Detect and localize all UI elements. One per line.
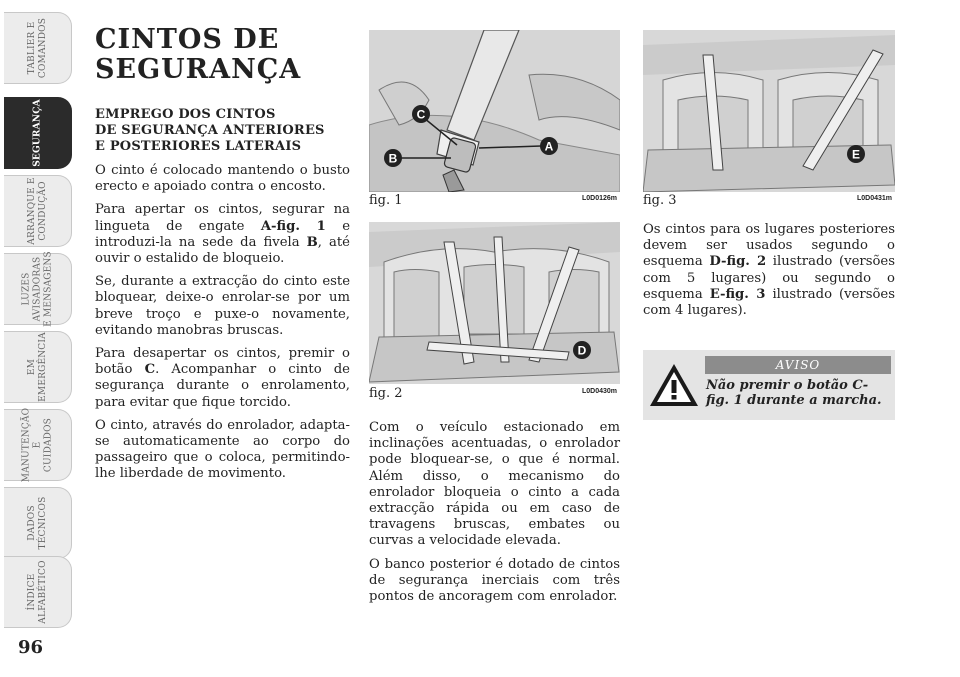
paragraph: Com o veículo estacionado em inclinações acentuadas, o enrolador pode bloquear-se, o que é normal. Além disso, o mecanismo do enrolador bloqueia o cinto a cada extracção rápida ou em caso de travagens bruscas, embates ou curvas a velocidade elevada.: [369, 420, 620, 549]
label-e: E: [851, 147, 861, 162]
column-2: [369, 420, 620, 612]
tab-label: ÍNDICE ALFABÉTICO: [26, 560, 48, 624]
paragraph: Para desapertar os cintos, premir o botão C. Acompanhar o cinto de segurança durante o enrolamento, para evitar que fique torcido.: [95, 346, 350, 410]
figure-2-code: L0D0430m: [582, 388, 618, 395]
label-a: A: [544, 139, 554, 154]
tab-label: MANUTENÇÃO E CUIDADOS: [21, 407, 53, 483]
figure-1-buckle: [369, 30, 620, 192]
tab-arranque-conducao[interactable]: [4, 175, 72, 247]
paragraph: O cinto, através do enrolador, adapta-se automaticamente ao corpo do passageiro que o coloca, permitindo-lhe liberdade de movimento.: [95, 417, 350, 482]
figure-1-code: L0D0126m: [582, 195, 618, 202]
tab-luzes-avisadoras[interactable]: [4, 253, 72, 325]
warning-triangle-icon: [648, 362, 700, 408]
column-1: [95, 25, 350, 490]
tab-label: DADOS TÉCNICOS: [26, 496, 48, 550]
warning-text: Não premir o botão C-fig. 1 durante a marcha.: [706, 378, 882, 408]
rear-seat-illustration: [369, 222, 620, 384]
tab-seguranca[interactable]: [4, 97, 72, 169]
figure-3-caption: fig. 3: [643, 193, 677, 208]
tab-label: TABLIER E COMANDOS: [26, 17, 48, 79]
tab-indice-alfabetico[interactable]: [4, 556, 72, 628]
paragraph: O cinto é colocado mantendo o busto erecto e apoiado contra o encosto.: [95, 163, 350, 195]
label-d: D: [577, 343, 587, 358]
section-subtitle: EMPREGO DOS CINTOS DE SEGURANÇA ANTERIORES E POSTERIORES LATERAIS: [95, 107, 325, 154]
tab-label: SEGURANÇA: [32, 99, 42, 167]
paragraph: Se, durante a extracção do cinto este bloquear, deixe-o enrolar-se por um breve troço e puxe-o novamente, evitando manobras bruscas.: [95, 274, 350, 338]
tab-tablier-comandos[interactable]: [4, 12, 72, 84]
page-number: 96: [18, 637, 44, 658]
buckle-illustration: [369, 30, 620, 192]
figure-3-rear-seat-4: [643, 30, 895, 192]
page-title: CINTOS DE SEGURANÇA: [95, 24, 302, 85]
tab-manutencao-cuidados[interactable]: [4, 409, 72, 481]
paragraph: Para apertar os cintos, segurar na lingueta de engate A-fig. 1 e introduzi-la na sede da fivela B, até ouvir o estalido de bloqueio.: [95, 202, 351, 267]
tab-em-emergencia[interactable]: [4, 331, 72, 403]
figure-2-rear-seat-5: [369, 222, 620, 384]
rear-seat-4-illustration: [643, 30, 895, 192]
tab-label: LUZES AVISADORAS E MENSAGENS: [21, 251, 53, 327]
paragraph: O banco posterior é dotado de cintos de segurança inerciais com três pontos de ancoragem com enrolador.: [369, 556, 620, 605]
warning-header: AVISO: [705, 356, 891, 374]
sidebar-nav: [0, 0, 78, 677]
label-c: C: [416, 107, 426, 122]
tab-label: ARRANQUE E CONDUÇÃO: [26, 177, 48, 245]
tab-label: EM EMERGÊNCIA: [26, 332, 48, 402]
paragraph: Os cintos para os lugares posteriores devem ser usados segundo o esquema D-fig. 2 ilustrado (versões com 5 lugares) ou segundo o esquema E-fig. 3 ilustrado (versões com 4 lugares).: [643, 222, 895, 319]
figure-1-caption: fig. 1: [369, 193, 403, 208]
warning-box: [643, 350, 895, 420]
figure-2-caption: fig. 2: [369, 386, 403, 401]
label-b: B: [388, 151, 398, 166]
tab-dados-tecnicos[interactable]: [4, 487, 72, 559]
column-3: [643, 222, 895, 326]
figure-3-code: L0D0431m: [857, 195, 893, 202]
